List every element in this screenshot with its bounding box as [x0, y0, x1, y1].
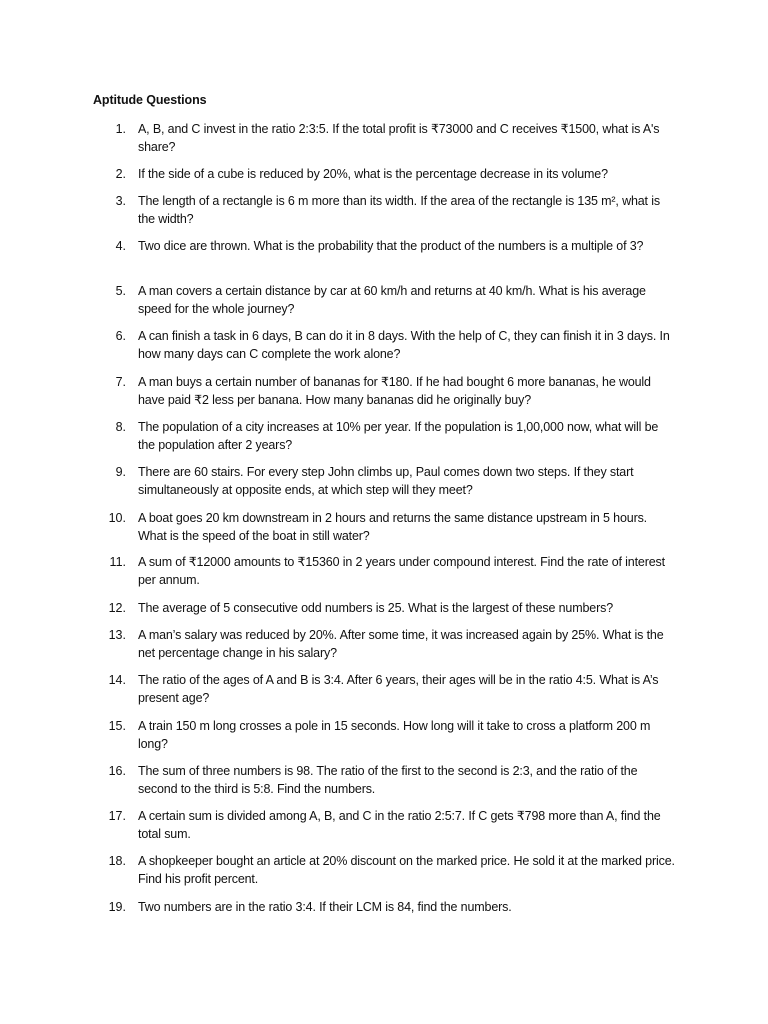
- question-text: A sum of ₹12000 amounts to ₹15360 in 2 years under compound interest. Find the rate of interest per annum.: [138, 555, 665, 587]
- question-text: A boat goes 20 km downstream in 2 hours and returns the same distance upstream in 5 hours. What is the speed of the boat in still water?: [138, 511, 648, 543]
- document-title: Aptitude Questions: [93, 93, 207, 107]
- question-text: If the side of a cube is reduced by 20%, what is the percentage decrease in its volume?: [138, 167, 608, 181]
- question-number: 7.: [115, 375, 126, 389]
- question-number: 3.: [115, 194, 126, 208]
- question-number: 12.: [108, 601, 126, 615]
- question-text: The length of a rectangle is 6 m more than its width. If the area of the rectangle is 135 m², what is the width?: [138, 194, 660, 226]
- question-text: Two numbers are in the ratio 3:4. If their LCM is 84, find the numbers.: [138, 900, 512, 914]
- question-number: 8.: [115, 420, 126, 434]
- question-number: 19.: [108, 900, 126, 914]
- question-number: 11.: [109, 555, 126, 569]
- question-text: A man covers a certain distance by car at 60 km/h and returns at 40 km/h. What is his average speed for the whole journey?: [138, 284, 646, 316]
- question-number: 2.: [115, 167, 126, 181]
- question-text: A man’s salary was reduced by 20%. After some time, it was increased again by 25%. What is the net percentage change in his salary?: [138, 628, 664, 660]
- question-text: There are 60 stairs. For every step John climbs up, Paul comes down two steps. If they start simultaneously at opposite ends, at which step will they meet?: [138, 465, 634, 497]
- question-text: The sum of three numbers is 98. The ratio of the first to the second is 2:3, and the ratio of the second to the third is 5:8. Find the numbers.: [138, 764, 638, 796]
- question-text: The population of a city increases at 10% per year. If the population is 1,00,000 now, what will be the population after 2 years?: [138, 420, 659, 452]
- question-number: 14.: [108, 673, 126, 687]
- question-number: 18.: [108, 854, 126, 868]
- question-number: 10.: [108, 511, 126, 525]
- question-number: 15.: [108, 719, 126, 733]
- question-number: 1.: [115, 122, 126, 136]
- question-text: A can finish a task in 6 days, B can do it in 8 days. With the help of C, they can finish it in 3 days. In how many days can C complete the work alone?: [138, 329, 670, 361]
- question-number: 9.: [115, 465, 126, 479]
- question-number: 13.: [108, 628, 126, 642]
- question-text: Two dice are thrown. What is the probability that the product of the numbers is a multiple of 3?: [138, 239, 644, 253]
- question-text: A train 150 m long crosses a pole in 15 seconds. How long will it take to cross a platform 200 m long?: [138, 719, 651, 751]
- question-text: A shopkeeper bought an article at 20% discount on the marked price. He sold it at the marked price. Find his profit percent.: [138, 854, 675, 886]
- question-text: The average of 5 consecutive odd numbers is 25. What is the largest of these numbers?: [138, 601, 614, 615]
- question-text: The ratio of the ages of A and B is 3:4. After 6 years, their ages will be in the ratio 4:5. What is A’s present age?: [138, 673, 659, 705]
- question-number: 16.: [108, 764, 126, 778]
- question-number: 5.: [115, 284, 126, 298]
- question-text: A man buys a certain number of bananas for ₹180. If he had bought 6 more bananas, he would have paid ₹2 less per banana. How many bananas did he originally buy?: [138, 375, 651, 407]
- question-text: A certain sum is divided among A, B, and C in the ratio 2:5:7. If C gets ₹798 more than A, find the total sum.: [138, 809, 661, 841]
- question-text: A, B, and C invest in the ratio 2:3:5. If the total profit is ₹73000 and C receives ₹1500, what is A's share?: [138, 122, 660, 154]
- question-number: 4.: [115, 239, 126, 253]
- question-number: 6.: [115, 329, 126, 343]
- question-number: 17.: [108, 809, 126, 823]
